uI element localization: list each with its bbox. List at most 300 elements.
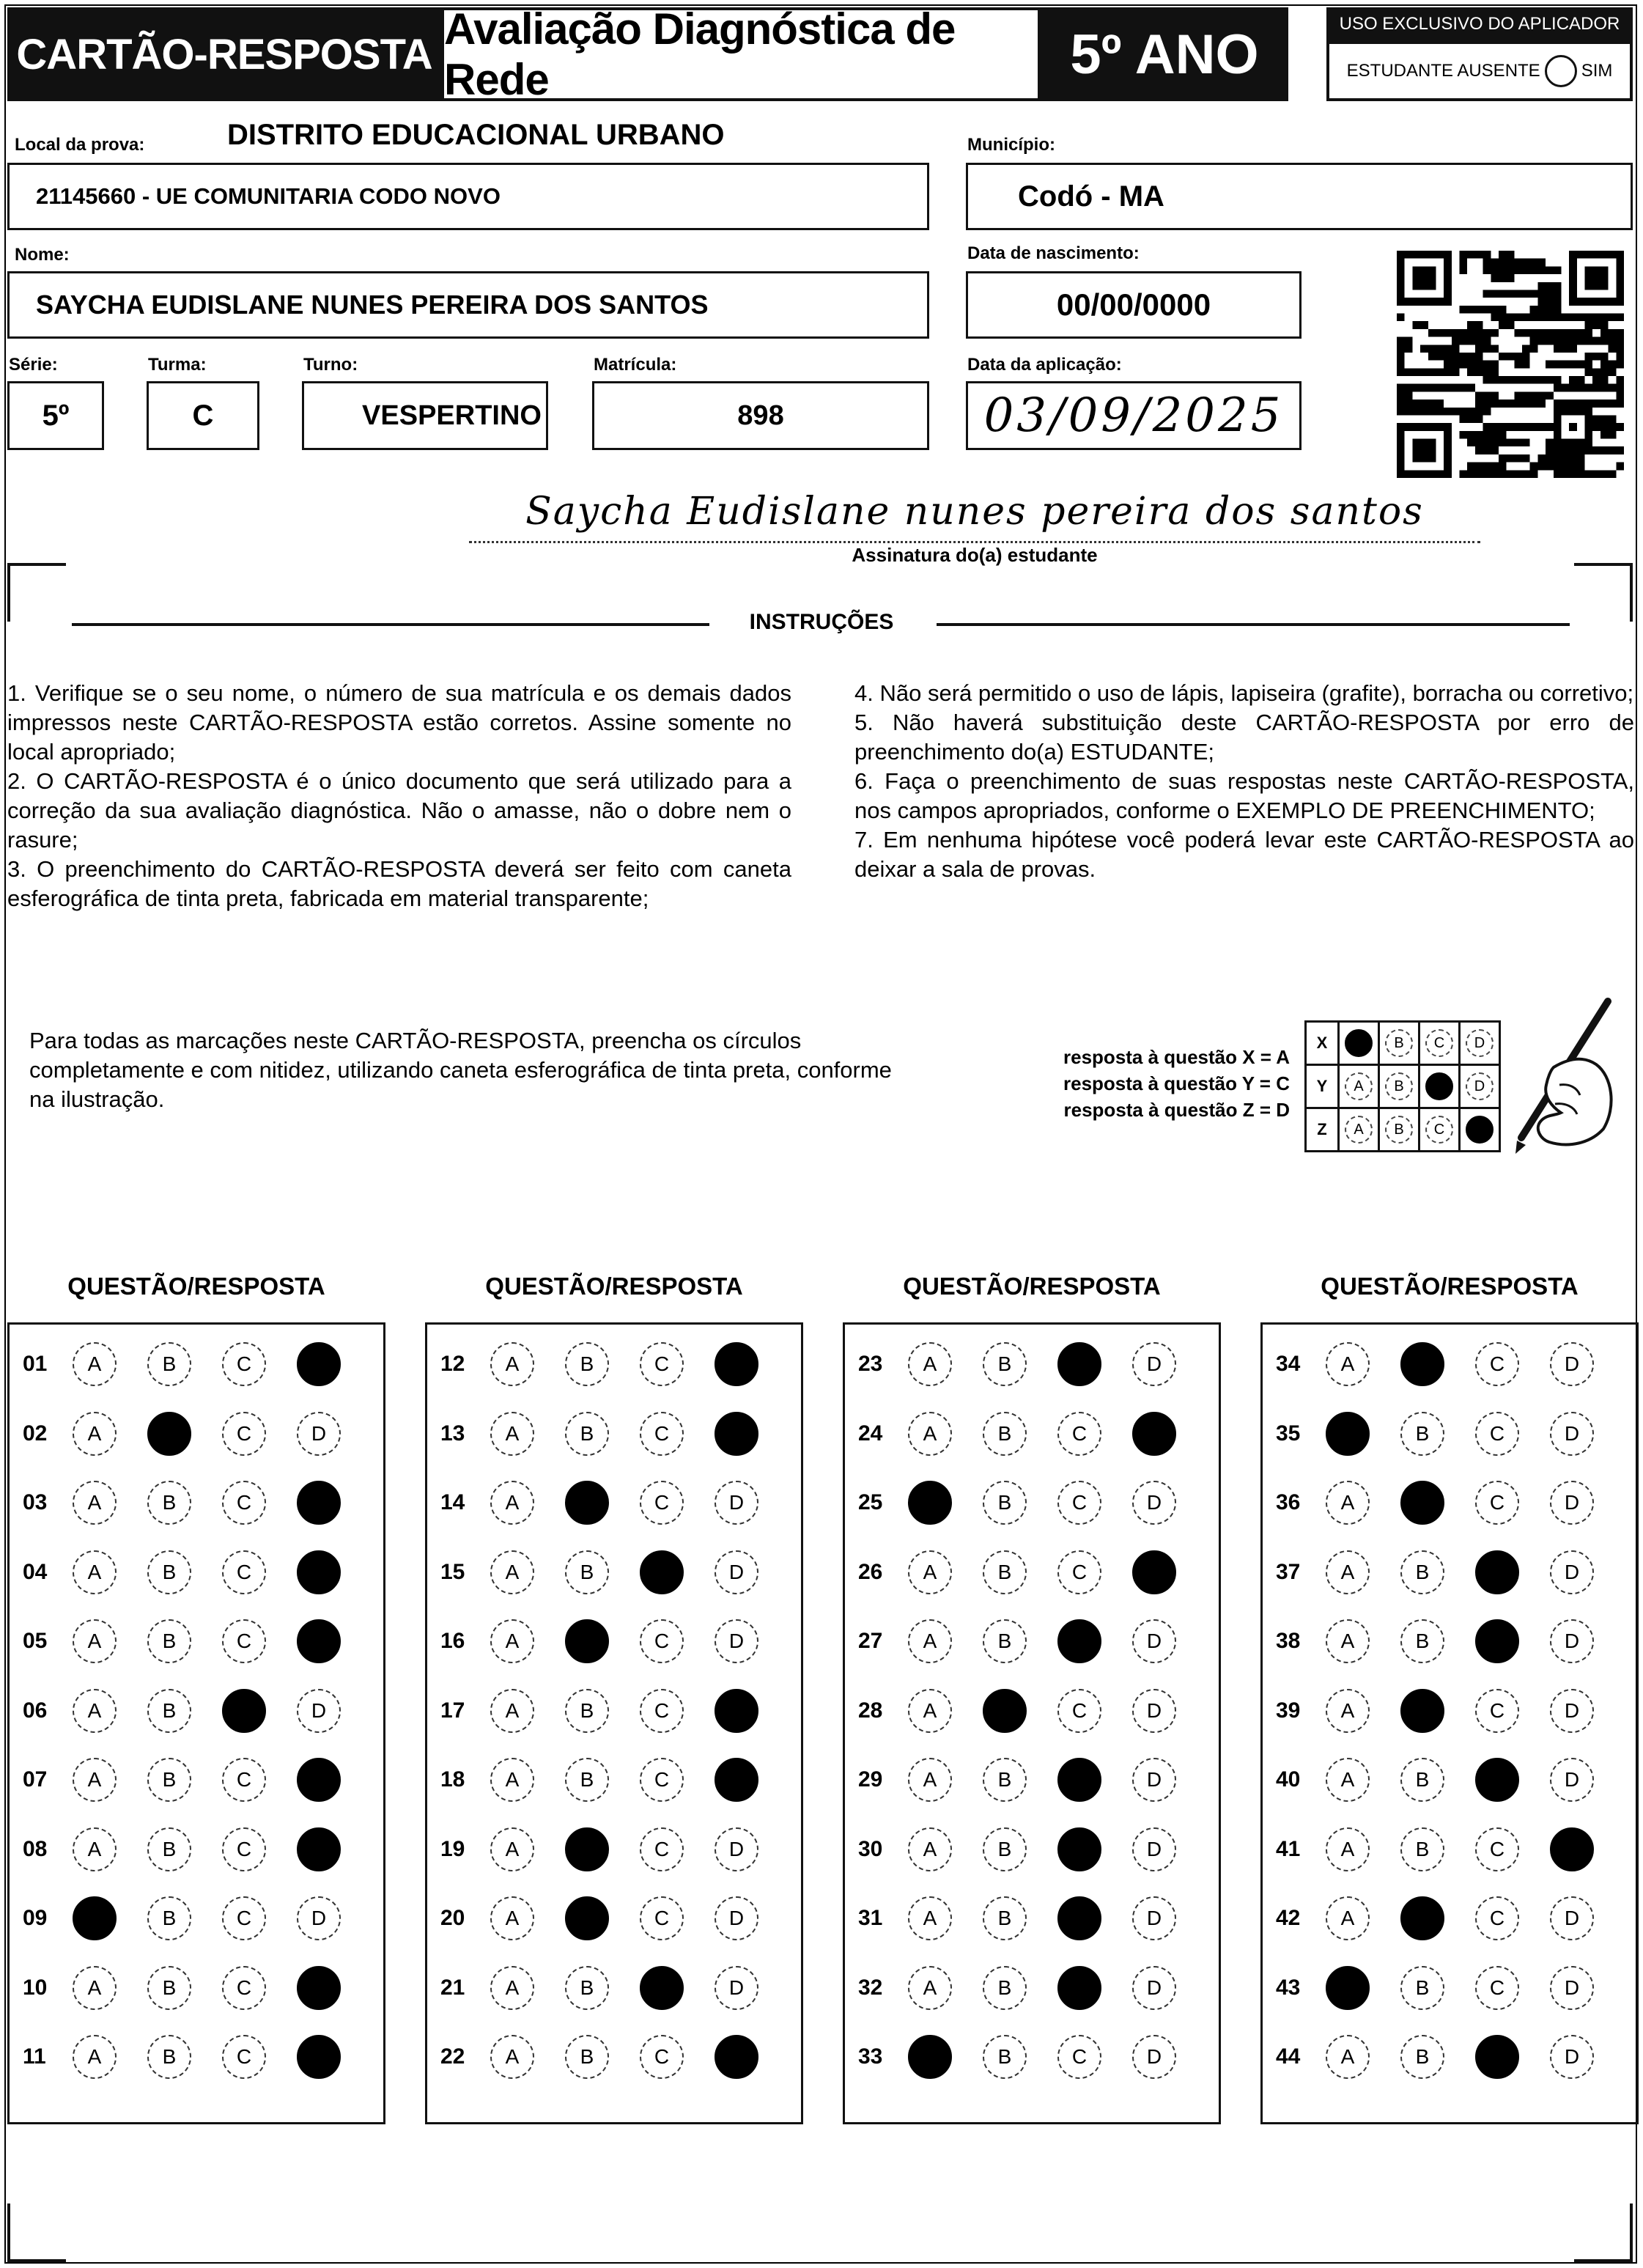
- pen-hand-icon: [1473, 997, 1620, 1173]
- serie-label: Série:: [9, 355, 58, 375]
- instruction-3: 3. O preenchimento do CARTÃO-RESPOSTA deverá ser feito com caneta esferográfica de tinta preta, fabricada em material transparente;: [7, 856, 791, 911]
- answer-bubble-a[interactable]: A: [908, 2035, 952, 2079]
- answer-bubble-a[interactable]: A: [908, 1966, 952, 2010]
- instruction-1: 1. Verifique se o seu nome, o número de sua matrícula e os demais dados impressos neste CARTÃO-RESPOSTA estão corretos. Assine somente no local apropriado;: [7, 680, 791, 765]
- question-row: [845, 1689, 1207, 1733]
- answer-bubble-c[interactable]: C: [222, 1758, 266, 1802]
- example-cell: [1419, 1022, 1460, 1065]
- answer-bubble-a[interactable]: A: [490, 1896, 534, 1940]
- answer-bubble-d[interactable]: D: [1550, 2035, 1594, 2079]
- question-row: [1263, 1481, 1625, 1525]
- answer-bubble-c[interactable]: C: [640, 1966, 684, 2010]
- question-number: 42: [1276, 1906, 1301, 1930]
- example-bubble-d: D: [1466, 1029, 1494, 1057]
- question-number: 31: [858, 1906, 883, 1930]
- question-number: 09: [23, 1906, 48, 1930]
- question-number: 41: [1276, 1836, 1301, 1861]
- example-bubble-c: C: [1425, 1116, 1453, 1144]
- example-bubble-b: B: [1385, 1072, 1413, 1100]
- answer-bubble-b[interactable]: B: [983, 1481, 1027, 1525]
- question-row: [1263, 1550, 1625, 1594]
- answer-bubble-d[interactable]: D: [1550, 1481, 1594, 1525]
- example-bubble-b: B: [1385, 1029, 1413, 1057]
- answer-bubble-d[interactable]: D: [1132, 1342, 1176, 1386]
- answer-bubble-a[interactable]: A: [490, 2035, 534, 2079]
- answer-bubble-c[interactable]: C: [640, 1342, 684, 1386]
- answer-bubble-a[interactable]: A: [908, 1481, 952, 1525]
- answer-bubble-d[interactable]: D: [297, 1412, 341, 1456]
- answer-bubble-c[interactable]: C: [222, 1689, 266, 1733]
- answer-bubble-a[interactable]: A: [73, 1896, 117, 1940]
- answer-bubble-c[interactable]: C: [640, 1619, 684, 1663]
- question-number: 30: [858, 1836, 883, 1861]
- answer-bubble-c[interactable]: C: [1475, 2035, 1519, 2079]
- answer-bubble-a[interactable]: A: [1326, 1619, 1370, 1663]
- answer-bubble-b[interactable]: B: [1400, 1689, 1444, 1733]
- example-cell: [1379, 1022, 1419, 1065]
- question-number: 17: [440, 1698, 465, 1723]
- answer-bubble-d[interactable]: D: [715, 1481, 758, 1525]
- answer-bubble-c[interactable]: C: [222, 1481, 266, 1525]
- answer-bubble-b[interactable]: B: [147, 1827, 191, 1871]
- answer-bubble-b[interactable]: B: [147, 1966, 191, 2010]
- answer-bubble-a[interactable]: A: [908, 1896, 952, 1940]
- question-row: [10, 1412, 372, 1456]
- aplicacao-label: Data da aplicação:: [967, 355, 1122, 375]
- answer-bubble-d[interactable]: D: [297, 1619, 341, 1663]
- example-row: [1306, 1065, 1500, 1108]
- answer-bubble-a[interactable]: A: [490, 1689, 534, 1733]
- question-number: 20: [440, 1906, 465, 1930]
- question-row: [845, 1896, 1207, 1940]
- answer-bubble-b[interactable]: B: [565, 1342, 609, 1386]
- answer-bubble-c[interactable]: C: [640, 1481, 684, 1525]
- answer-bubble-a[interactable]: A: [1326, 1481, 1370, 1525]
- example-cell: [1339, 1108, 1379, 1152]
- example-bubble-c: C: [1425, 1072, 1453, 1100]
- answer-bubble-a[interactable]: A: [73, 1342, 117, 1386]
- answer-bubble-b[interactable]: B: [1400, 1619, 1444, 1663]
- example-cell: [1419, 1065, 1460, 1108]
- question-row: [427, 1412, 789, 1456]
- answer-bubble-c[interactable]: C: [1475, 1966, 1519, 2010]
- answer-bubble-c[interactable]: C: [1057, 1896, 1101, 1940]
- answer-bubble-c[interactable]: C: [1057, 1412, 1101, 1456]
- question-number: 43: [1276, 1975, 1301, 2000]
- question-row: [427, 1689, 789, 1733]
- answer-bubble-a[interactable]: A: [73, 1689, 117, 1733]
- turno-label: Turno:: [303, 355, 358, 375]
- answer-bubble-a[interactable]: A: [490, 1619, 534, 1663]
- answer-bubble-c[interactable]: C: [1475, 1689, 1519, 1733]
- example-bubble-d: D: [1466, 1072, 1494, 1100]
- answer-bubble-a[interactable]: A: [73, 1966, 117, 2010]
- question-row: [427, 1896, 789, 1940]
- answer-bubble-b[interactable]: B: [983, 1758, 1027, 1802]
- answer-bubble-b[interactable]: B: [147, 1412, 191, 1456]
- question-row: [845, 1550, 1207, 1594]
- answer-panel-1: [7, 1322, 385, 2124]
- question-row: [427, 1966, 789, 2010]
- answer-bubble-a[interactable]: A: [908, 1758, 952, 1802]
- answer-bubble-b[interactable]: B: [565, 1412, 609, 1456]
- answer-bubble-d[interactable]: D: [715, 1689, 758, 1733]
- answer-bubble-a[interactable]: A: [1326, 1342, 1370, 1386]
- question-number: 39: [1276, 1698, 1301, 1723]
- answers-heading-2: QUESTÃO/RESPOSTA: [485, 1273, 743, 1300]
- answer-panel-3: [843, 1322, 1221, 2124]
- answer-bubble-d[interactable]: D: [715, 1966, 758, 2010]
- answer-bubble-a[interactable]: A: [73, 1758, 117, 1802]
- answer-bubble-a[interactable]: A: [490, 1481, 534, 1525]
- answer-bubble-d[interactable]: D: [1550, 1412, 1594, 1456]
- question-row: [845, 1827, 1207, 1871]
- answer-bubble-c[interactable]: C: [1057, 1619, 1101, 1663]
- answer-bubble-d[interactable]: D: [715, 1896, 758, 1940]
- answer-bubble-b[interactable]: B: [147, 1481, 191, 1525]
- matricula-label: Matrícula:: [594, 355, 677, 375]
- example-cell: [1379, 1108, 1419, 1152]
- answer-bubble-d[interactable]: D: [1132, 2035, 1176, 2079]
- answer-bubble-c[interactable]: C: [1475, 1619, 1519, 1663]
- answer-bubble-b[interactable]: B: [1400, 1342, 1444, 1386]
- answer-bubble-d[interactable]: D: [1550, 1896, 1594, 1940]
- answer-bubble-c[interactable]: C: [640, 1758, 684, 1802]
- answer-bubble-a[interactable]: A: [1326, 1689, 1370, 1733]
- answer-bubble-c[interactable]: C: [1475, 1827, 1519, 1871]
- question-number: 25: [858, 1490, 883, 1514]
- answer-bubble-d[interactable]: D: [715, 1550, 758, 1594]
- answer-bubble-d[interactable]: D: [297, 1689, 341, 1733]
- answer-bubble-d[interactable]: D: [1132, 1481, 1176, 1525]
- question-row: [10, 1966, 372, 2010]
- answer-bubble-a[interactable]: A: [908, 1619, 952, 1663]
- nascimento-field: 00/00/0000: [966, 271, 1302, 339]
- question-number: 33: [858, 2044, 883, 2069]
- answer-bubble-c[interactable]: C: [1057, 1342, 1101, 1386]
- answer-bubble-a[interactable]: A: [73, 2035, 117, 2079]
- answer-bubble-c[interactable]: C: [1057, 1758, 1101, 1802]
- answer-bubble-c[interactable]: C: [1057, 1481, 1101, 1525]
- question-row: [845, 1342, 1207, 1386]
- turma-label: Turma:: [148, 355, 207, 375]
- answer-bubble-b[interactable]: B: [1400, 1758, 1444, 1802]
- answer-bubble-c[interactable]: C: [1475, 1412, 1519, 1456]
- signature-label: Assinatura do(a) estudante: [852, 544, 1098, 566]
- answer-bubble-c[interactable]: C: [640, 2035, 684, 2079]
- question-number: 14: [440, 1490, 465, 1514]
- corner-mark-bottom-left: [7, 2203, 66, 2262]
- answer-bubble-c[interactable]: C: [640, 1689, 684, 1733]
- question-row: [427, 1758, 789, 1802]
- question-row: [10, 1481, 372, 1525]
- question-row: [10, 1689, 372, 1733]
- answer-bubble-d[interactable]: D: [297, 1481, 341, 1525]
- answer-bubble-b[interactable]: B: [147, 1619, 191, 1663]
- answer-bubble-a[interactable]: A: [908, 1550, 952, 1594]
- answer-bubble-a[interactable]: A: [490, 1966, 534, 2010]
- question-row: [845, 1966, 1207, 2010]
- answer-bubble-d[interactable]: D: [1132, 1966, 1176, 2010]
- question-row: [10, 2035, 372, 2079]
- answer-bubble-b[interactable]: B: [983, 1412, 1027, 1456]
- answer-bubble-c[interactable]: C: [640, 1550, 684, 1594]
- question-number: 15: [440, 1559, 465, 1584]
- answers-heading-4: QUESTÃO/RESPOSTA: [1321, 1273, 1579, 1300]
- answer-bubble-b[interactable]: B: [1400, 1412, 1444, 1456]
- question-number: 19: [440, 1836, 465, 1861]
- answer-bubble-a[interactable]: A: [73, 1412, 117, 1456]
- example-grid: [1304, 1020, 1501, 1152]
- question-number: 05: [23, 1629, 48, 1653]
- answer-bubble-b[interactable]: B: [147, 1342, 191, 1386]
- question-row: [1263, 1412, 1625, 1456]
- matricula-field: 898: [592, 381, 929, 450]
- answer-bubble-d[interactable]: D: [1132, 1827, 1176, 1871]
- instruction-6: 6. Faça o preenchimento de suas respostas neste CARTÃO-RESPOSTA, nos campos apropriados, conforme o EXEMPLO DE PREENCHIMENTO;: [854, 768, 1634, 823]
- answer-bubble-a[interactable]: A: [1326, 1758, 1370, 1802]
- question-row: [10, 1758, 372, 1802]
- answer-bubble-b[interactable]: B: [983, 1342, 1027, 1386]
- example-cell: [1379, 1065, 1419, 1108]
- answer-bubble-b[interactable]: B: [1400, 1827, 1444, 1871]
- example-label-z: resposta à questão Z = D: [1063, 1099, 1290, 1121]
- answer-bubble-a[interactable]: A: [490, 1827, 534, 1871]
- answer-bubble-a[interactable]: A: [490, 1550, 534, 1594]
- answers-heading-3: QUESTÃO/RESPOSTA: [903, 1273, 1161, 1300]
- answer-bubble-c[interactable]: C: [1475, 1481, 1519, 1525]
- example-cell: [1419, 1108, 1460, 1152]
- question-number: 11: [23, 2044, 46, 2069]
- fill-instructions: Para todas as marcações neste CARTÃO-RESPOSTA, preencha os círculos completamente e com nitidez, utilizando caneta esferográfica de tinta preta, conforme na ilustração.: [29, 1028, 892, 1112]
- answer-bubble-c[interactable]: C: [222, 2035, 266, 2079]
- local-label: Local da prova:: [15, 135, 145, 155]
- answer-bubble-d[interactable]: D: [1132, 1758, 1176, 1802]
- question-row: [427, 1342, 789, 1386]
- answer-bubble-c[interactable]: C: [640, 1412, 684, 1456]
- example-labels: [997, 1044, 1290, 1123]
- answer-bubble-d[interactable]: D: [715, 1412, 758, 1456]
- answer-bubble-c[interactable]: C: [1475, 1896, 1519, 1940]
- answer-bubble-a[interactable]: A: [73, 1619, 117, 1663]
- answer-bubble-c[interactable]: C: [1475, 1342, 1519, 1386]
- instructions-left: [7, 679, 791, 913]
- answer-bubble-c[interactable]: C: [1057, 1689, 1101, 1733]
- answer-bubble-b[interactable]: B: [565, 1481, 609, 1525]
- answer-bubble-b[interactable]: B: [983, 1827, 1027, 1871]
- answer-bubble-b[interactable]: B: [565, 1619, 609, 1663]
- answer-bubble-c[interactable]: C: [222, 1412, 266, 1456]
- question-number: 27: [858, 1629, 883, 1653]
- instructions-right: [854, 679, 1634, 884]
- answer-bubble-c[interactable]: C: [1057, 1827, 1101, 1871]
- example-label-y: resposta à questão Y = C: [1063, 1072, 1290, 1094]
- answer-bubble-b[interactable]: B: [565, 1827, 609, 1871]
- answer-bubble-c[interactable]: C: [222, 1827, 266, 1871]
- absent-radio[interactable]: [1545, 55, 1577, 87]
- instruction-2: 2. O CARTÃO-RESPOSTA é o único documento que será utilizado para a correção da sua avaliação diagnóstica. Não o amasse, não o dobre nem o rasure;: [7, 768, 791, 853]
- student-signature: Saycha Eudislane nunes pereira dos santos: [525, 490, 1424, 534]
- instruction-4: 4. Não será permitido o uso de lápis, lapiseira (grafite), borracha ou corretivo;: [854, 680, 1634, 706]
- answer-bubble-b[interactable]: B: [1400, 1966, 1444, 2010]
- answer-bubble-d[interactable]: D: [1132, 1689, 1176, 1733]
- question-row: [1263, 2035, 1625, 2079]
- instruction-5: 5. Não haverá substituição deste CARTÃO-RESPOSTA por erro de preenchimento do(a) ESTUDANTE;: [854, 710, 1634, 765]
- answer-bubble-c[interactable]: C: [222, 1966, 266, 2010]
- answer-bubble-b[interactable]: B: [983, 1619, 1027, 1663]
- answer-bubble-b[interactable]: B: [147, 1758, 191, 1802]
- answer-bubble-d[interactable]: D: [715, 1619, 758, 1663]
- answer-bubble-c[interactable]: C: [1057, 2035, 1101, 2079]
- question-row: [10, 1827, 372, 1871]
- answer-bubble-b[interactable]: B: [147, 1896, 191, 1940]
- answer-bubble-d[interactable]: D: [297, 1896, 341, 1940]
- answer-bubble-c[interactable]: C: [222, 1550, 266, 1594]
- serie-field: 5º: [7, 381, 104, 450]
- answer-bubble-c[interactable]: C: [222, 1896, 266, 1940]
- question-number: 23: [858, 1352, 883, 1376]
- answer-bubble-a[interactable]: A: [1326, 1412, 1370, 1456]
- answer-bubble-d[interactable]: D: [1550, 1550, 1594, 1594]
- question-row: [427, 1619, 789, 1663]
- answer-bubble-d[interactable]: D: [1550, 1689, 1594, 1733]
- answer-bubble-b[interactable]: B: [565, 1966, 609, 2010]
- answer-bubble-c[interactable]: C: [1057, 1966, 1101, 2010]
- question-number: 26: [858, 1559, 883, 1584]
- example-bubble-a: A: [1345, 1029, 1373, 1057]
- turma-field: C: [147, 381, 259, 450]
- answer-bubble-d[interactable]: D: [1550, 1758, 1594, 1802]
- answer-bubble-d[interactable]: D: [1132, 1619, 1176, 1663]
- answer-bubble-a[interactable]: A: [490, 1412, 534, 1456]
- answer-bubble-a[interactable]: A: [73, 1550, 117, 1594]
- answer-bubble-c[interactable]: C: [1475, 1550, 1519, 1594]
- answer-bubble-c[interactable]: C: [640, 1896, 684, 1940]
- question-number: 12: [440, 1352, 465, 1376]
- grade-badge: 5º ANO: [1041, 7, 1288, 101]
- answer-bubble-b[interactable]: B: [983, 1689, 1027, 1733]
- answer-bubble-a[interactable]: A: [1326, 2035, 1370, 2079]
- question-number: 08: [23, 1836, 48, 1861]
- answer-bubble-a[interactable]: A: [908, 1827, 952, 1871]
- question-number: 40: [1276, 1767, 1301, 1792]
- question-row: [845, 1758, 1207, 1802]
- question-row: [845, 1481, 1207, 1525]
- question-number: 34: [1276, 1352, 1301, 1376]
- question-row: [1263, 1619, 1625, 1663]
- answer-bubble-c[interactable]: C: [222, 1619, 266, 1663]
- answer-bubble-b[interactable]: B: [565, 1689, 609, 1733]
- answer-bubble-d[interactable]: D: [297, 1966, 341, 2010]
- answer-bubble-c[interactable]: C: [222, 1342, 266, 1386]
- answer-bubble-b[interactable]: B: [565, 2035, 609, 2079]
- answer-bubble-b[interactable]: B: [565, 1550, 609, 1594]
- answer-bubble-d[interactable]: D: [715, 1758, 758, 1802]
- question-number: 10: [23, 1975, 48, 2000]
- question-number: 21: [440, 1975, 465, 2000]
- answer-bubble-d[interactable]: D: [297, 1827, 341, 1871]
- answer-bubble-a[interactable]: A: [1326, 1896, 1370, 1940]
- answer-bubble-b[interactable]: B: [983, 1966, 1027, 2010]
- answer-bubble-b[interactable]: B: [1400, 1550, 1444, 1594]
- question-row: [1263, 1342, 1625, 1386]
- absent-label: ESTUDANTE AUSENTE: [1346, 61, 1540, 81]
- question-row: [427, 1481, 789, 1525]
- answer-bubble-b[interactable]: B: [983, 1896, 1027, 1940]
- answer-bubble-b[interactable]: B: [1400, 1896, 1444, 1940]
- answer-bubble-a[interactable]: A: [1326, 1966, 1370, 2010]
- question-row: [10, 1550, 372, 1594]
- answer-bubble-a[interactable]: A: [908, 1689, 952, 1733]
- answer-bubble-a[interactable]: A: [1326, 1550, 1370, 1594]
- answer-bubble-b[interactable]: B: [565, 1896, 609, 1940]
- question-row: [845, 1619, 1207, 1663]
- answer-bubble-d[interactable]: D: [715, 1827, 758, 1871]
- question-number: 35: [1276, 1421, 1301, 1446]
- answer-bubble-d[interactable]: D: [297, 1342, 341, 1386]
- answer-bubble-d[interactable]: D: [1132, 1896, 1176, 1940]
- answer-bubble-b[interactable]: B: [983, 1550, 1027, 1594]
- answer-panel-2: [425, 1322, 803, 2124]
- example-key: Y: [1306, 1065, 1339, 1108]
- answer-bubble-d[interactable]: D: [715, 1342, 758, 1386]
- answer-bubble-d[interactable]: D: [1550, 1342, 1594, 1386]
- answer-bubble-d[interactable]: D: [1132, 1550, 1176, 1594]
- answer-panel-4: [1260, 1322, 1639, 2124]
- answer-bubble-a[interactable]: A: [1326, 1827, 1370, 1871]
- answer-bubble-d[interactable]: D: [1550, 1966, 1594, 2010]
- answer-bubble-b[interactable]: B: [983, 2035, 1027, 2079]
- answer-bubble-b[interactable]: B: [147, 2035, 191, 2079]
- answer-bubble-a[interactable]: A: [908, 1412, 952, 1456]
- answer-bubble-d[interactable]: D: [1132, 1412, 1176, 1456]
- example-bubble-a: A: [1345, 1072, 1373, 1100]
- answer-bubble-b[interactable]: B: [1400, 1481, 1444, 1525]
- answer-bubble-d[interactable]: D: [297, 2035, 341, 2079]
- municipio-field: Codó - MA: [966, 163, 1633, 230]
- answer-bubble-b[interactable]: B: [147, 1550, 191, 1594]
- answer-bubble-d[interactable]: D: [1550, 1827, 1594, 1871]
- answer-bubble-d[interactable]: D: [715, 2035, 758, 2079]
- signature-line: [469, 541, 1480, 543]
- answer-bubble-c[interactable]: C: [1057, 1550, 1101, 1594]
- answer-bubble-a[interactable]: A: [490, 1758, 534, 1802]
- question-number: 22: [440, 2044, 465, 2069]
- question-row: [427, 1827, 789, 1871]
- nome-label: Nome:: [15, 245, 70, 265]
- answer-bubble-a[interactable]: A: [73, 1827, 117, 1871]
- answer-bubble-a[interactable]: A: [490, 1342, 534, 1386]
- question-number: 02: [23, 1421, 48, 1446]
- answer-bubble-d[interactable]: D: [297, 1758, 341, 1802]
- answer-bubble-c[interactable]: C: [640, 1827, 684, 1871]
- answer-bubble-a[interactable]: A: [908, 1342, 952, 1386]
- nome-field: SAYCHA EUDISLANE NUNES PEREIRA DOS SANTOS: [7, 271, 929, 339]
- answer-bubble-b[interactable]: B: [1400, 2035, 1444, 2079]
- answer-bubble-d[interactable]: D: [1550, 1619, 1594, 1663]
- corner-mark-bottom-right: [1574, 2203, 1633, 2262]
- answer-bubble-b[interactable]: B: [565, 1758, 609, 1802]
- answer-bubble-a[interactable]: A: [73, 1481, 117, 1525]
- absent-checkbox-group: [1326, 41, 1633, 101]
- answer-bubble-b[interactable]: B: [147, 1689, 191, 1733]
- nascimento-label: Data de nascimento:: [967, 243, 1140, 263]
- question-number: 24: [858, 1421, 883, 1446]
- question-number: 16: [440, 1629, 465, 1653]
- answer-bubble-c[interactable]: C: [1475, 1758, 1519, 1802]
- answer-bubble-d[interactable]: D: [297, 1550, 341, 1594]
- district-name: DISTRITO EDUCACIONAL URBANO: [227, 119, 725, 151]
